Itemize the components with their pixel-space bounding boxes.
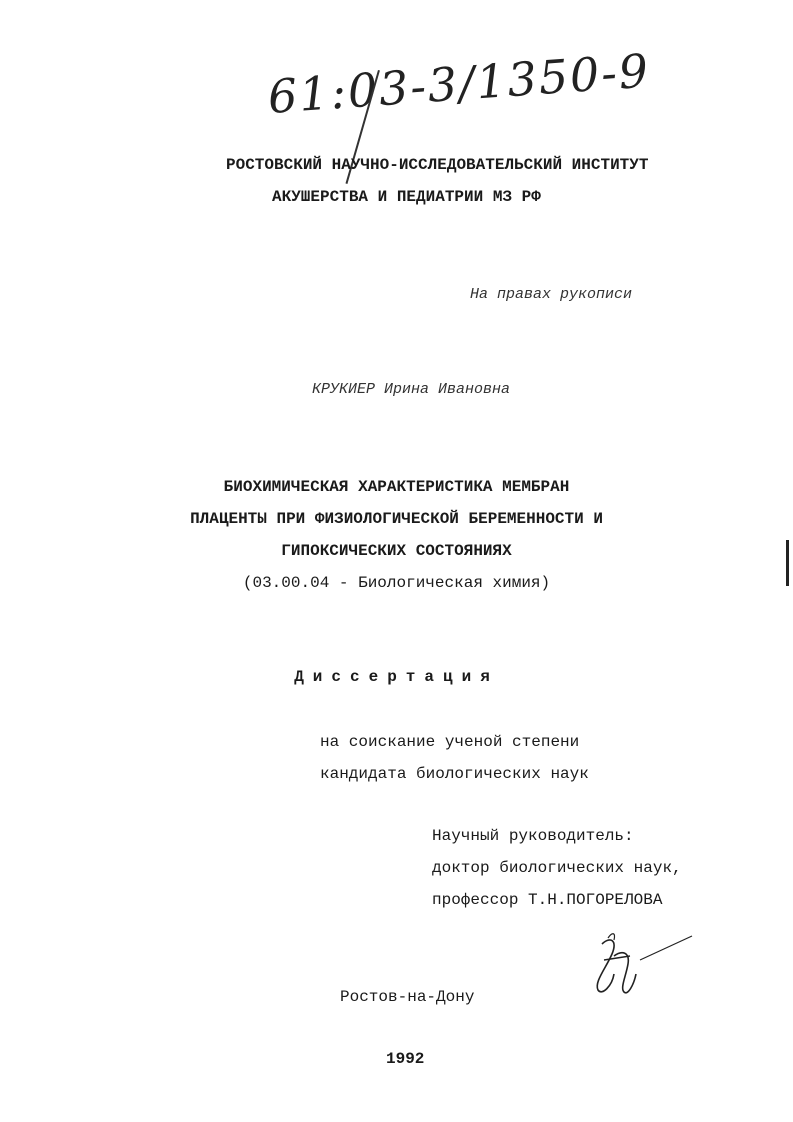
supervisor-name: профессор Т.Н.ПОГОРЕЛОВА bbox=[432, 891, 663, 909]
supervisor-degree: доктор биологических наук, bbox=[432, 859, 682, 877]
institute-name-line1: РОСТОВСКИЙ НАУЧНО-ИССЛЕДОВАТЕЛЬСКИЙ ИНСТИТУТ bbox=[226, 156, 649, 174]
title-line2: ПЛАЦЕНТЫ ПРИ ФИЗИОЛОГИЧЕСКОЙ БЕРЕМЕННОСТИ И bbox=[190, 510, 603, 528]
year: 1992 bbox=[386, 1050, 425, 1068]
degree-line2: кандидата биологических наук bbox=[320, 765, 589, 783]
handwritten-signature bbox=[584, 930, 694, 1002]
city: Ростов-на-Дону bbox=[340, 988, 475, 1006]
manuscript-rights-note: На правах рукописи bbox=[470, 286, 633, 303]
author-name: КРУКИЕР Ирина Ивановна bbox=[312, 381, 511, 398]
title-line1: БИОХИМИЧЕСКАЯ ХАРАКТЕРИСТИКА МЕМБРАН bbox=[223, 478, 570, 496]
degree-line1: на соискание ученой степени bbox=[320, 733, 580, 751]
scan-edge-mark bbox=[786, 540, 789, 586]
institute-name-line2: АКУШЕРСТВА И ПЕДИАТРИИ МЗ РФ bbox=[272, 188, 541, 206]
archive-code: 61:03-3/1350-9 bbox=[266, 43, 652, 124]
supervisor-label: Научный руководитель: bbox=[432, 827, 634, 845]
specialty-code: (03.00.04 - Биологическая химия) bbox=[242, 574, 551, 592]
document-type: Диссертация bbox=[294, 668, 499, 686]
title-line3: ГИПОКСИЧЕСКИХ СОСТОЯНИЯХ bbox=[281, 542, 512, 560]
